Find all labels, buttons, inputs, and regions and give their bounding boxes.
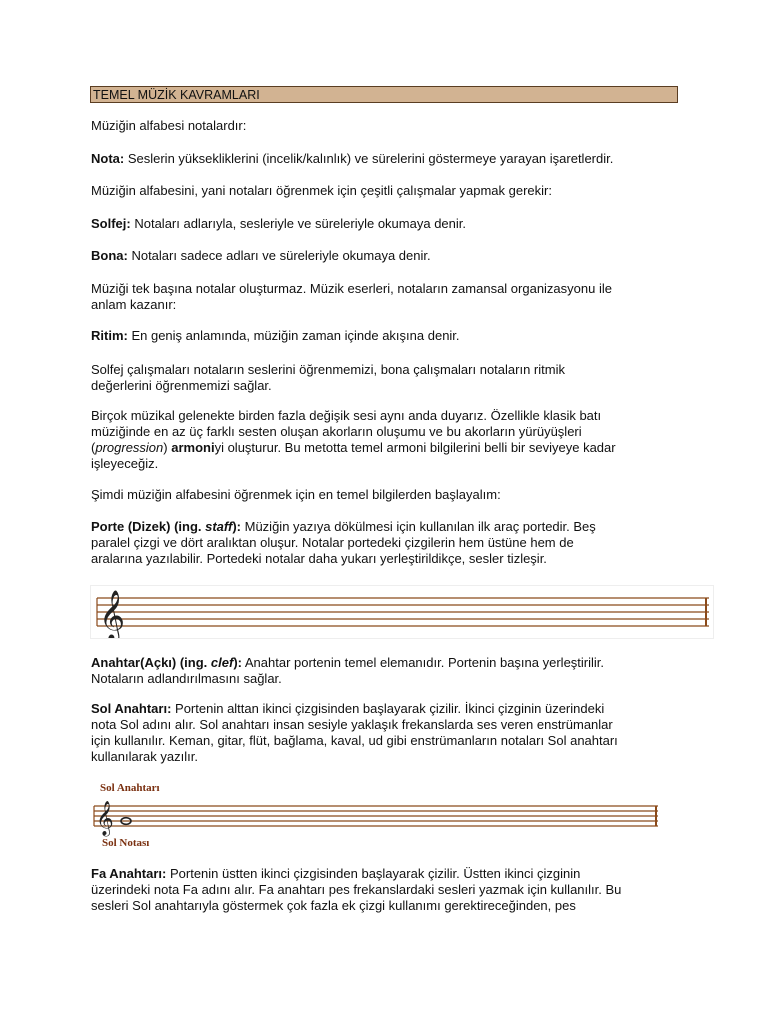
staff-lines — [97, 598, 709, 626]
term-fa-anahtari: Fa Anahtarı: — [91, 866, 167, 881]
paragraph-armoni: Birçok müzikal gelenekte birden fazla değişik sesi aynı anda duyarız. Özellikle klasik batı müziğinde en az üç farklı sesten oluşan akorların oluşumu ve bu akorların yürüyüşleri (progression) armoniyi oluşturur. Bu metotta temel armoni bilgilerini belli bir seviyeye kadar işleyeceğiz. — [91, 408, 616, 471]
paragraph-anahtar: Anahtar(Açkı) (ing. clef): Anahtar portenin temel elemanıdır. Portenin başına yerleştirilir. Notaların adlandırılmasını sağlar. — [91, 655, 605, 686]
term-ritim: Ritim: — [91, 328, 128, 343]
sol-staff-figure — [90, 776, 662, 848]
paragraph-start: Şimdi müziğin alfabesini öğrenmek için en temel bilgilerden başlayalım: — [91, 487, 501, 502]
paragraph-bona: Bona: Notaları sadece adları ve süreleriyle okumaya denir. — [91, 248, 431, 263]
term-anahtar: Anahtar(Açkı) (ing. clef): — [91, 655, 242, 670]
treble-clef-icon: 𝄞 — [99, 591, 126, 638]
staff-figure — [90, 585, 714, 639]
paragraph-nota: Nota: Seslerin yüksekliklerini (incelik/kalınlık) ve sürelerini göstermeye yarayan işaretlerdir. — [91, 151, 614, 166]
term-bona: Bona: — [91, 248, 128, 263]
treble-clef-icon: 𝄞 — [96, 802, 114, 835]
paragraph-porte: Porte (Dizek) (ing. staff): Müziğin yazıya dökülmesi için kullanılan ilk araç portedir. Beş paralel çizgi ve dört aralıktan oluşur. Notalar portedeki çizgilerin hem üstüne hem de aralarına yazılabilir. Portedeki notalar daha yukarı yerleştirildikçe, sesler tizleşir. — [91, 519, 596, 566]
sol-staff-drawing — [90, 776, 662, 848]
term-solfej: Solfej: — [91, 216, 131, 231]
staff-drawing — [91, 586, 713, 638]
term-sol-anahtari: Sol Anahtarı: — [91, 701, 172, 716]
sol-anahtari-label: Sol Anahtarı — [100, 782, 160, 794]
sol-notasi-label: Sol Notası — [102, 837, 150, 848]
section-title: TEMEL MÜZİK KAVRAMLARI — [93, 88, 260, 102]
paragraph-solfej: Solfej: Notaları adlarıyla, sesleriyle ve süreleriyle okumaya denir. — [91, 216, 466, 231]
paragraph-fa-anahtari: Fa Anahtarı: Portenin üstten ikinci çizgisinden başlayarak çizilir. Üstten ikinci çizginin üzerindeki nota Fa adını alır. Fa anahtarı pes frekanslardaki sesleri yazmak için kullanılır. Bu sesleri Sol anahtarıyla göstermek çok fazla ek çizgi kullanımı gerektireceğinden, pes — [91, 866, 622, 913]
sol-staff-lines — [94, 806, 658, 826]
paragraph-ritim: Ritim: En geniş anlamında, müziğin zaman içinde akışına denir. — [91, 328, 460, 343]
term-nota: Nota: — [91, 151, 125, 166]
term-porte: Porte (Dizek) (ing. staff): — [91, 519, 242, 534]
paragraph-alphabet: Müziğin alfabesi notalardır: — [91, 118, 247, 133]
paragraph-sol-anahtari: Sol Anahtarı: Portenin alttan ikinci çizgisinden başlayarak çizilir. İkinci çizginin üzerindeki nota Sol adını alır. Sol anahtarı insan sesiyle yaklaşık frekanslarda ses veren enstrümanlar için kullanılır. Keman, gitar, flüt, bağlama, kaval, ud gibi enstrümanların notaları Sol anahtarı kullanılarak yazılır. — [91, 701, 618, 764]
paragraph-music-notes: Müziği tek başına notalar oluşturmaz. Müzik eserleri, notaların zamansal organizasyonu ile anlam kazanır: — [91, 281, 612, 312]
term-armoni: armoni — [171, 440, 215, 455]
paragraph-study: Müziğin alfabesini, yani notaları öğrenmek için çeşitli çalışmalar yapmak gerekir: — [91, 183, 552, 198]
section-title-bar — [90, 86, 678, 103]
paragraph-solfej-bona: Solfej çalışmaları notaların seslerini öğrenmemizi, bona çalışmaları notaların ritmik değerlerini öğrenmemizi sağlar. — [91, 362, 565, 393]
